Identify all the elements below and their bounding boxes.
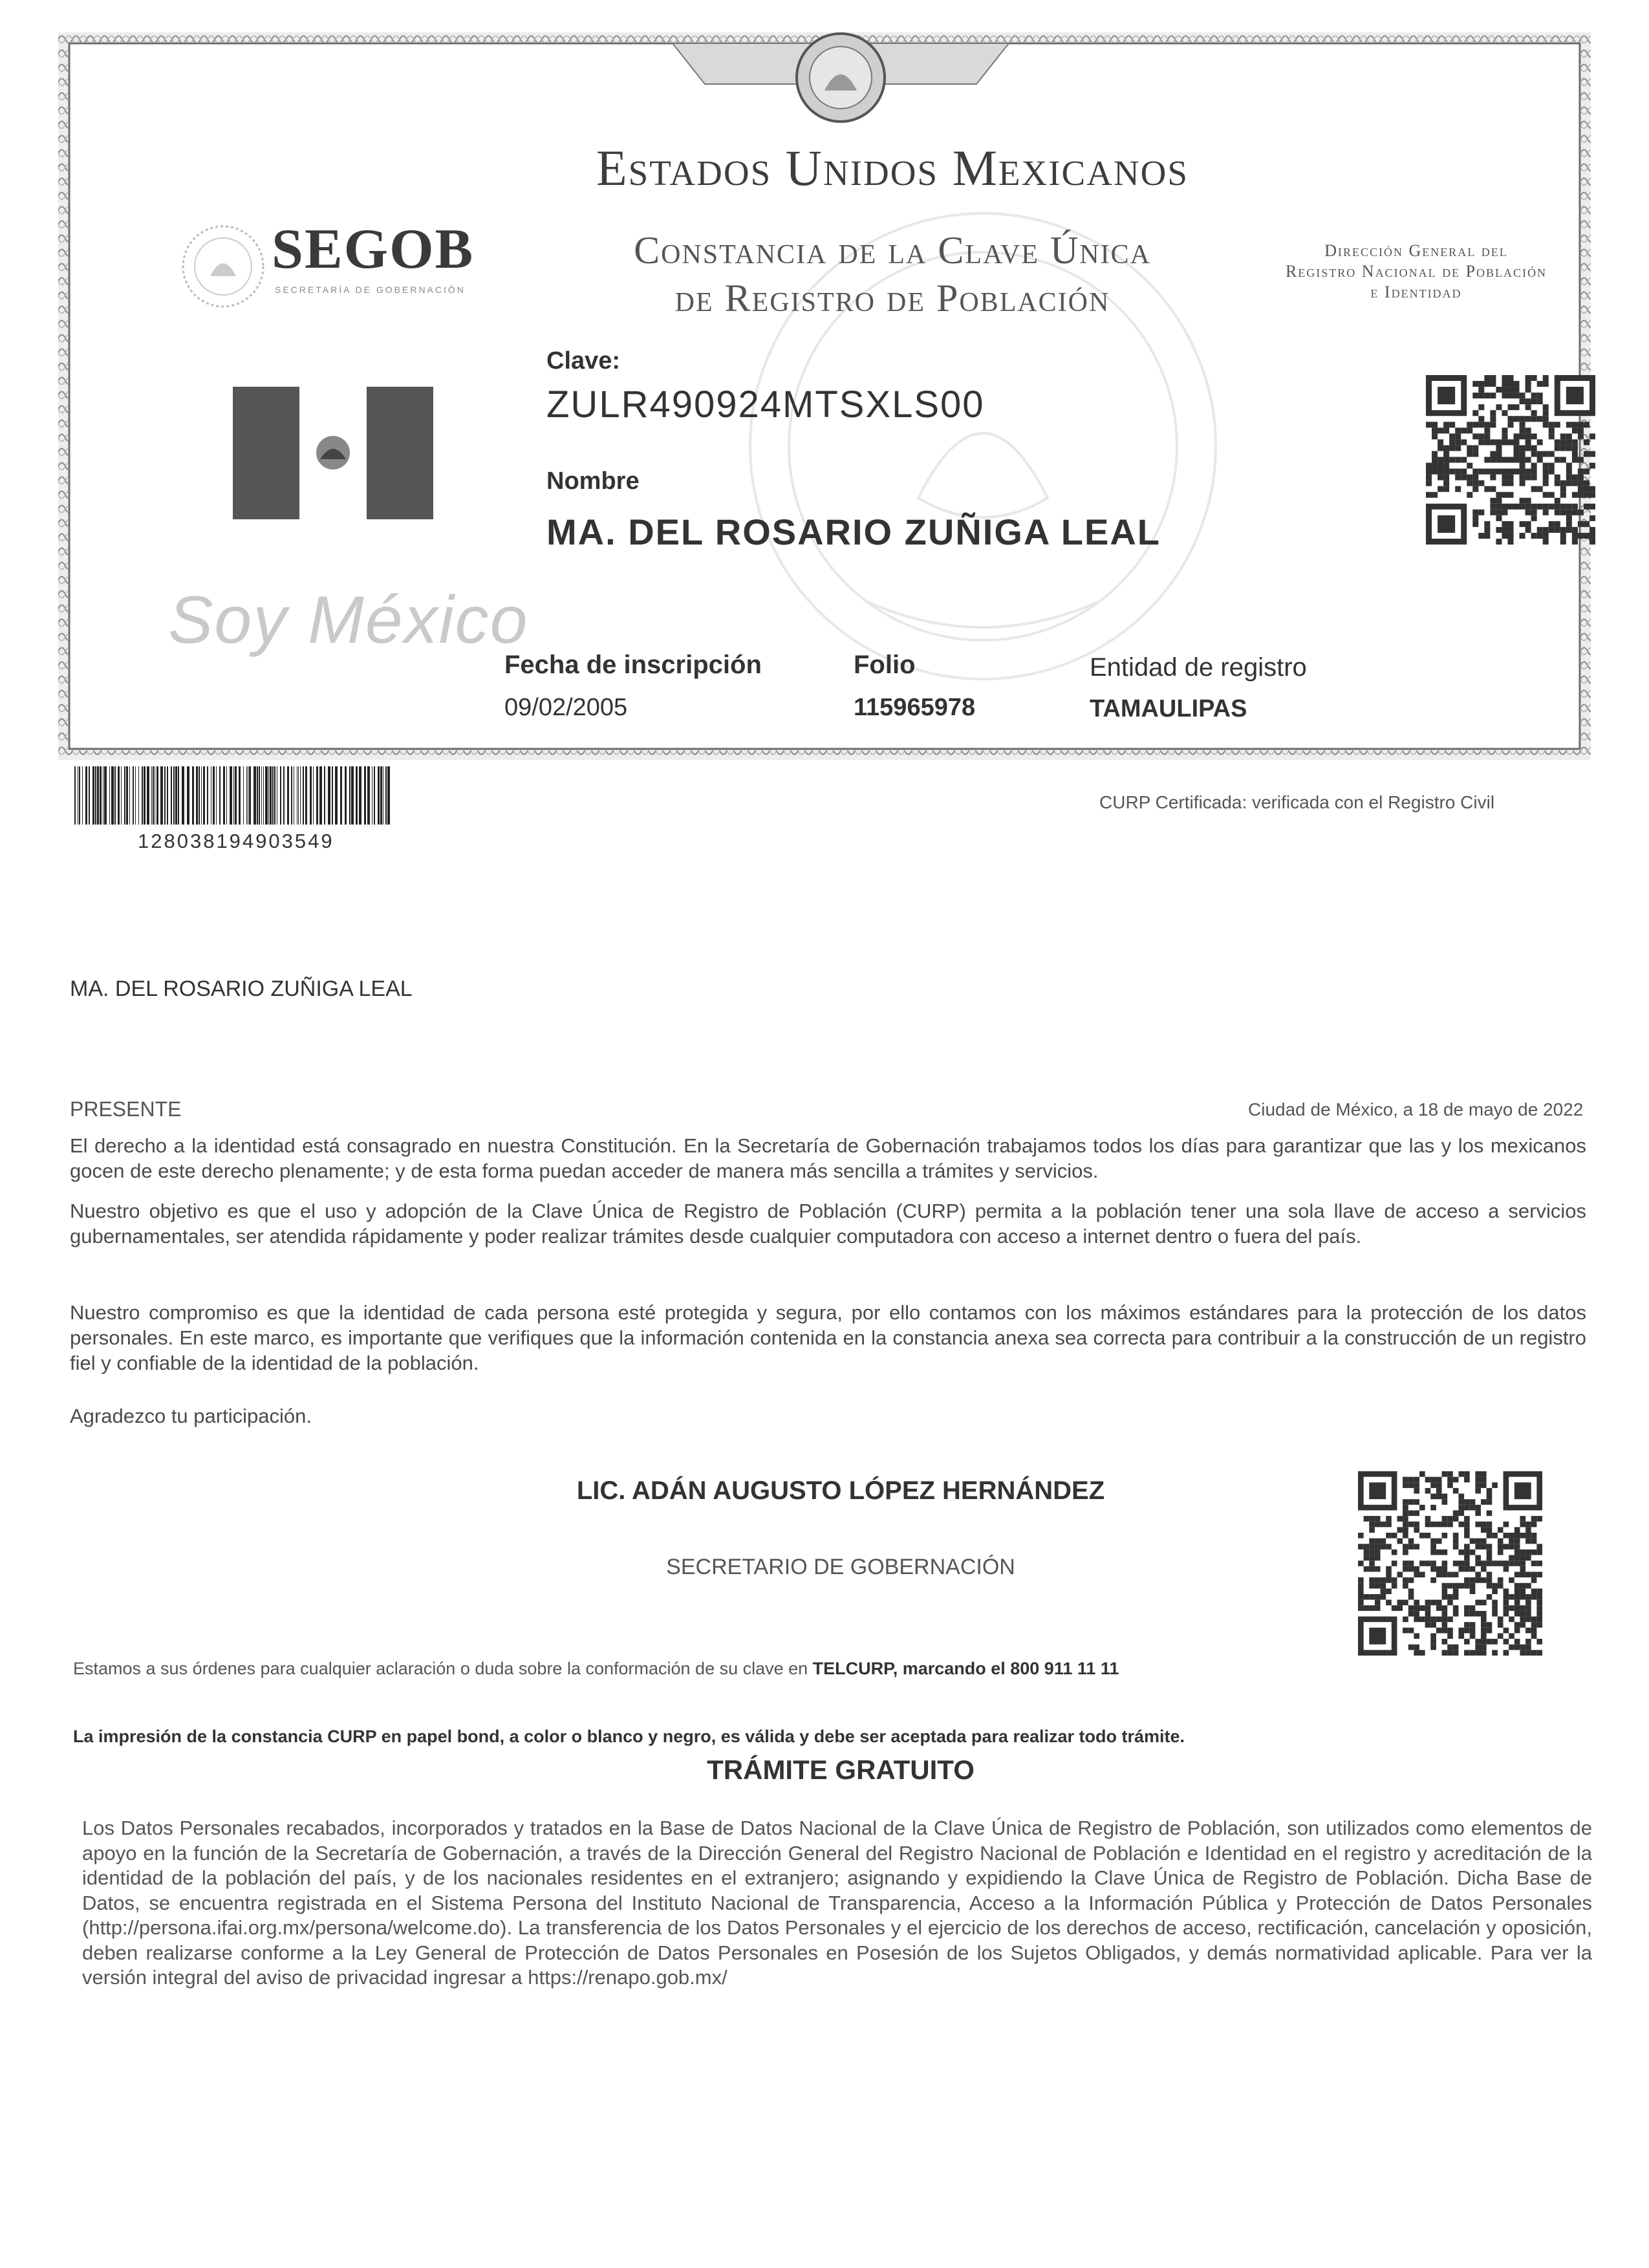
entidad-registro-value: TAMAULIPAS — [1090, 695, 1247, 722]
directorate-line2: Registro Nacional de Población — [1285, 262, 1547, 281]
telcurp-contact — [73, 1659, 1119, 1679]
telcurp-text: Estamos a sus órdenes para cualquier aclaración o duda sobre la conformación de su clave en — [73, 1659, 813, 1678]
letter-paragraph: Nuestro compromiso es que la identidad de cada persona esté protegida y segura, por ello contamos con los máximos estándares para la protección de los datos personales. En este marco, es importante que verifiques que la información contenida en la constancia anexa sea correcta para contribuir a la construcción de un registro fiel y confiable de la identidad de la población. — [70, 1301, 1586, 1374]
recipient-name: MA. DEL ROSARIO ZUÑIGA LEAL — [70, 977, 413, 1001]
signatory-name: LIC. ADÁN AUGUSTO LÓPEZ HERNÁNDEZ — [576, 1476, 1105, 1505]
country-title: Estados Unidos Mexicanos — [596, 140, 1189, 196]
place-date: Ciudad de México, a 18 de mayo de 2022 — [1248, 1099, 1584, 1119]
segob-logo: SEGOB — [272, 218, 475, 281]
document-title-line1: Constancia de la Clave Única — [634, 229, 1151, 272]
entidad-registro-label: Entidad de registro — [1090, 653, 1307, 682]
free-procedure-notice: TRÁMITE GRATUITO — [707, 1755, 975, 1785]
directorate-name — [1248, 241, 1584, 303]
folio-value: 115965978 — [854, 694, 976, 721]
fecha-inscripcion-label: Fecha de inscripción — [504, 651, 762, 679]
nombre-label: Nombre — [546, 468, 640, 495]
soy-mexico-slogan: Soy México — [168, 583, 529, 658]
barcode-number: 128038194903549 — [138, 830, 334, 852]
validity-note: La impresión de la constancia CURP en papel bond, a color o blanco y negro, es válida y debe ser aceptada para realizar todo trámite. — [73, 1727, 1185, 1746]
directorate-line1: Dirección General del — [1324, 241, 1508, 260]
curp-certificate — [58, 32, 1591, 760]
clave-value: ZULR490924MTSXLS00 — [546, 383, 985, 426]
letter-paragraph: Nuestro objetivo es que el uso y adopción de la Clave Única de Registro de Población (CURP) permita a la población tener una sola llave de acceso a servicios gubernamentales, ser atendida rápidamente y poder realizar trámites desde cualquier computadora con acceso a internet dentro o fuera del país. — [70, 1200, 1586, 1247]
segob-seal-icon — [178, 221, 268, 312]
segob-subtitle: SECRETARÍA DE GOBERNACIÓN — [275, 285, 466, 295]
letter-closing: Agradezco tu participación. — [70, 1405, 312, 1427]
telcurp-phone: TELCURP, marcando el 800 911 11 11 — [812, 1659, 1119, 1678]
mexico-flag-icon — [233, 387, 433, 519]
certification-note: CURP Certificada: verificada con el Registro Civil — [1099, 792, 1495, 812]
greeting: PRESENTE — [70, 1097, 182, 1121]
qr-code-icon — [1358, 1471, 1542, 1656]
clave-label: Clave: — [546, 347, 621, 374]
document-title-line2: de Registro de Población — [674, 277, 1110, 319]
nombre-value: MA. DEL ROSARIO ZUÑIGA LEAL — [546, 512, 1161, 552]
privacy-notice: Los Datos Personales recabados, incorporados y tratados en la Base de Datos Nacional de la Clave Única de Registro de Población, son utilizados como elementos de apoyo en la función de la Secretaría de Gobernación, a través de la Dirección General del Registro Nacional de Población e Identidad en el registro y acreditación de la identidad de la población del país, y de los nacionales residentes en el extranjero; asignando y expidiendo la Clave Única de Registro de Población. Dicha Base de Datos, se encuentra registrada en el Sistema Persona del Instituto Nacional de Transparencia, Acceso a la Información Pública y Protección de Datos Personales (http://persona.ifai.org.mx/persona/welcome.do). La transferencia de los Datos Personales y el ejercicio de los derechos de acceso, rectificación, cancelación y oposición, deben realizarse conforme a la Ley General de Protección de Datos Personales en Posesión de los Sujetos Obligados, y demás normatividad aplicable. Para ver la versión integral del aviso de privacidad ingresar a https://renapo.gob.mx/ — [82, 1817, 1592, 1989]
directorate-line3: e Identidad — [1370, 283, 1462, 301]
barcode-icon — [74, 766, 391, 825]
qr-code-icon — [1426, 375, 1595, 545]
letter-paragraph: El derecho a la identidad está consagrado en nuestra Constitución. En la Secretaría de Gobernación trabajamos todos los días para garantizar que las y los mexicanos gocen de este derecho plenamente; y de esta forma puedan acceder de manera más sencilla a trámites y servicios. — [70, 1134, 1586, 1182]
document-title — [479, 226, 1306, 322]
signatory-title: SECRETARIO DE GOBERNACIÓN — [666, 1555, 1015, 1579]
fecha-inscripcion-value: 09/02/2005 — [504, 694, 628, 721]
folio-label: Folio — [854, 651, 916, 679]
